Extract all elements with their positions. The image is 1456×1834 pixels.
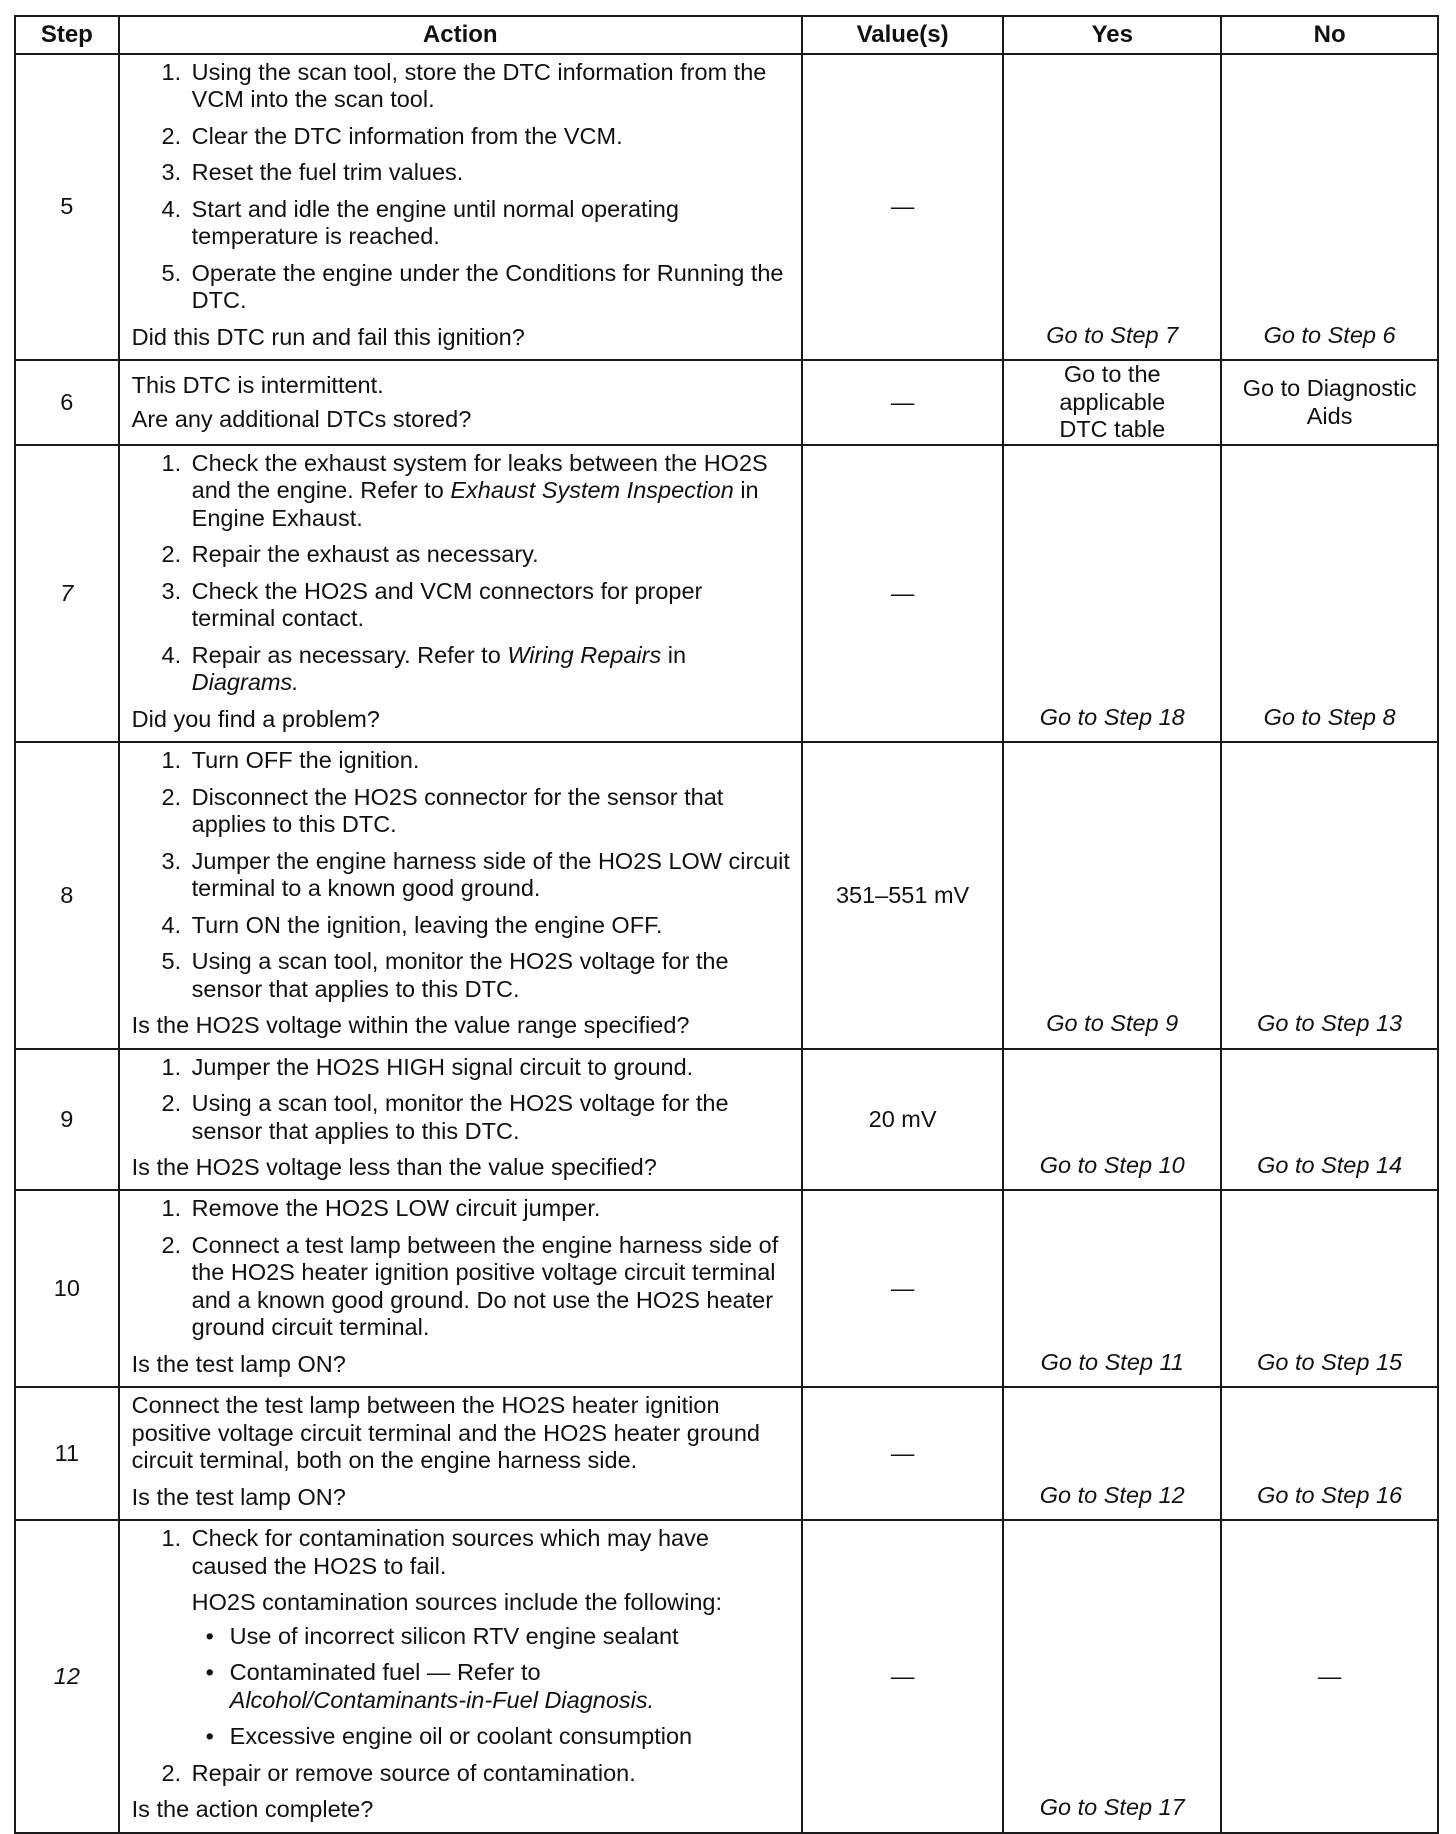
- action-text: Connect the test lamp between the HO2S heater ignition positive voltage circuit terminal and the HO2S heater ground circuit terminal, both on the engine harness side.: [131, 1392, 760, 1474]
- action-list: [132, 1525, 791, 1787]
- list-item: [188, 642, 791, 697]
- reference-link[interactable]: Exhaust System Inspection: [450, 477, 734, 504]
- value-cell: —: [802, 54, 1003, 360]
- action-cell: [119, 360, 802, 444]
- step-number: 6: [15, 360, 119, 444]
- step-number: 8: [15, 742, 119, 1048]
- action-list: [132, 1054, 791, 1145]
- reference-link[interactable]: Wiring Repairs: [507, 641, 662, 668]
- list-item: 2. Connect a test lamp between the engine harness side of the HO2S heater ignition positive voltage circuit terminal and a known good ground. Do not use the HO2S heater ground circuit terminal.: [188, 1232, 791, 1342]
- contamination-intro: HO2S contamination sources include the following:: [191, 1589, 723, 1616]
- bullet-item: • Use of incorrect silicon RTV engine sealant: [226, 1623, 791, 1650]
- list-item: 2. Disconnect the HO2S connector for the sensor that applies to this DTC.: [188, 784, 791, 839]
- item-text: in: [661, 641, 687, 668]
- bullet-item: [226, 1659, 791, 1714]
- list-item: 2. Repair or remove source of contamination.: [188, 1760, 791, 1787]
- step-number: 12: [15, 1520, 119, 1832]
- yes-cell: Go to Step 17: [1003, 1520, 1221, 1832]
- value-cell: —: [802, 1387, 1003, 1520]
- list-item: 2. Repair the exhaust as necessary.: [188, 541, 791, 568]
- item-text: Repair as necessary. Refer to: [191, 641, 508, 668]
- list-item: 2. Clear the DTC information from the VCM.: [188, 123, 791, 150]
- table-row: [15, 360, 1438, 444]
- action-cell: [119, 1387, 802, 1520]
- list-item: 1. Jumper the HO2S HIGH signal circuit to ground.: [188, 1054, 791, 1081]
- action-cell: [119, 1190, 802, 1387]
- no-cell: Go to Step 8: [1221, 445, 1438, 742]
- reference-link[interactable]: Alcohol/Contaminants-in-Fuel Diagnosis.: [229, 1686, 655, 1713]
- action-question: Did you find a problem?: [131, 705, 380, 732]
- header-values: Value(s): [802, 16, 1003, 54]
- no-cell: Go to Step 14: [1221, 1049, 1438, 1191]
- step-number: 11: [15, 1387, 119, 1520]
- action-question: Is the action complete?: [131, 1796, 374, 1823]
- yes-cell: Go to Step 7: [1003, 54, 1221, 360]
- header-row: [15, 16, 1438, 54]
- action-cell: [119, 1520, 802, 1832]
- list-item: 4. Turn ON the ignition, leaving the engine OFF.: [188, 912, 791, 939]
- reference-link[interactable]: Diagrams.: [191, 669, 299, 696]
- action-question: Are any additional DTCs stored?: [131, 405, 472, 432]
- no-cell: —: [1221, 1520, 1438, 1832]
- action-question: Is the test lamp ON?: [131, 1483, 346, 1510]
- action-cell: [119, 1049, 802, 1191]
- no-cell: Go to Step 13: [1221, 742, 1438, 1048]
- step-number: 9: [15, 1049, 119, 1191]
- table-row: [15, 1387, 1438, 1520]
- list-item: 4. Start and idle the engine until normal operating temperature is reached.: [188, 196, 791, 251]
- step-number: 5: [15, 54, 119, 360]
- table-row: [15, 1520, 1438, 1832]
- list-item: [188, 1525, 791, 1750]
- list-item: 3. Check the HO2S and VCM connectors for proper terminal contact.: [188, 578, 791, 633]
- table-row: [15, 742, 1438, 1048]
- list-item: 1. Turn OFF the ignition.: [188, 747, 791, 774]
- yes-cell: Go to Step 10: [1003, 1049, 1221, 1191]
- diagnostic-table: [14, 15, 1439, 1834]
- list-item: 5. Using a scan tool, monitor the HO2S voltage for the sensor that applies to this DTC.: [188, 948, 791, 1003]
- action-cell: [119, 742, 802, 1048]
- item-text: in Engine Exhaust.: [191, 477, 759, 531]
- action-text: This DTC is intermittent.: [131, 372, 384, 399]
- list-item: 1. Remove the HO2S LOW circuit jumper.: [188, 1195, 791, 1222]
- item-text: Check the exhaust system for leaks between the HO2S and the engine. Refer to: [191, 449, 768, 504]
- value-cell: —: [802, 360, 1003, 444]
- value-cell: —: [802, 1190, 1003, 1387]
- value-cell: 351–551 mV: [802, 742, 1003, 1048]
- action-cell: [119, 54, 802, 360]
- table-row: [15, 54, 1438, 360]
- no-cell: Go to Step 6: [1221, 54, 1438, 360]
- table-row: [15, 1190, 1438, 1387]
- list-item: 3. Reset the fuel trim values.: [188, 159, 791, 186]
- action-list: [132, 59, 791, 315]
- action-question: Did this DTC run and fail this ignition?: [131, 323, 525, 350]
- list-item: 5. Operate the engine under the Conditions for Running the DTC.: [188, 260, 791, 315]
- no-cell: Go to Step 16: [1221, 1387, 1438, 1520]
- table-row: [15, 445, 1438, 742]
- item-text: Check for contamination sources which may have caused the HO2S to fail.: [191, 1525, 709, 1579]
- contamination-list: [192, 1623, 791, 1751]
- yes-cell: Go to Step 11: [1003, 1190, 1221, 1387]
- header-yes: Yes: [1003, 16, 1221, 54]
- value-cell: —: [802, 445, 1003, 742]
- header-action: Action: [119, 16, 802, 54]
- action-list: [132, 1195, 791, 1341]
- action-list: [132, 450, 791, 697]
- item-text: Contaminated fuel — Refer to: [229, 1659, 541, 1686]
- yes-cell: Go to Step 12: [1003, 1387, 1221, 1520]
- action-list: [132, 747, 791, 1003]
- list-item: 1. Using the scan tool, store the DTC information from the VCM into the scan tool.: [188, 59, 791, 114]
- list-item: 3. Jumper the engine harness side of the HO2S LOW circuit terminal to a known good ground.: [188, 848, 791, 903]
- no-cell: Go to Diagnostic Aids: [1221, 360, 1438, 444]
- yes-cell: Go to Step 18: [1003, 445, 1221, 742]
- header-step: Step: [15, 16, 119, 54]
- header-no: No: [1221, 16, 1438, 54]
- value-cell: —: [802, 1520, 1003, 1832]
- yes-cell: Go to Step 9: [1003, 742, 1221, 1048]
- list-item: 2. Using a scan tool, monitor the HO2S voltage for the sensor that applies to this DTC.: [188, 1090, 791, 1145]
- action-question: Is the HO2S voltage less than the value specified?: [131, 1153, 657, 1180]
- list-item: [188, 450, 791, 532]
- yes-cell: Go to the applicable DTC table: [1003, 360, 1221, 444]
- step-number: 7: [15, 445, 119, 742]
- no-cell: Go to Step 15: [1221, 1190, 1438, 1387]
- table-row: [15, 1049, 1438, 1191]
- step-number: 10: [15, 1190, 119, 1387]
- action-question: Is the HO2S voltage within the value range specified?: [131, 1012, 690, 1039]
- bullet-item: • Excessive engine oil or coolant consumption: [226, 1723, 791, 1750]
- action-cell: [119, 445, 802, 742]
- value-cell: 20 mV: [802, 1049, 1003, 1191]
- action-question: Is the test lamp ON?: [131, 1350, 346, 1377]
